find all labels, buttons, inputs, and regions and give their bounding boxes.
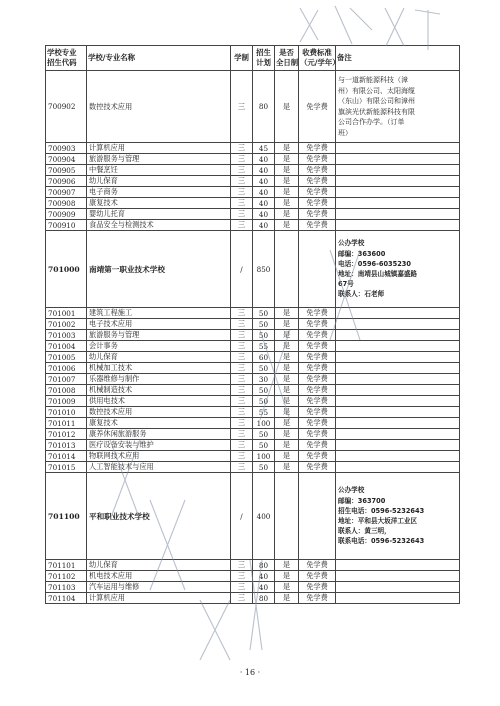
table-row [46,143,460,154]
table-row [46,462,460,473]
program-remark [336,187,460,198]
header-text-line: 招生代码 [47,58,77,67]
program-fulltime: 是 [275,462,299,473]
program-name: 计算机应用 [87,143,231,154]
program-fulltime: 是 [275,71,299,143]
program-name: 幼儿保育 [87,560,231,571]
program-plan: 50 [253,440,275,451]
table-row [46,187,460,198]
program-plan: 50 [253,319,275,330]
table-row [46,418,460,429]
program-duration: 三 [231,352,253,363]
program-duration: 三 [231,560,253,571]
program-code: 701015 [46,462,87,473]
program-fee: 免学费 [299,143,336,154]
program-fulltime: 是 [275,319,299,330]
program-fulltime: 是 [275,407,299,418]
program-duration: 三 [231,220,253,231]
program-duration: 三 [231,341,253,352]
program-code: 701010 [46,407,87,418]
program-fee: 免学费 [299,429,336,440]
header-duration [231,46,253,71]
program-fulltime: 是 [275,198,299,209]
table-row [46,560,460,571]
program-remark [336,220,460,231]
program-name: 电子商务 [87,187,231,198]
program-plan: 30 [253,374,275,385]
program-remark [336,407,460,418]
table-row [46,582,460,593]
program-fulltime: 是 [275,560,299,571]
watermark-stroke [386,8,404,46]
program-name: 幼儿保育 [87,176,231,187]
header-text-line: 学校/专业名称 [88,53,136,62]
program-code: 701002 [46,319,87,330]
program-fee: 免学费 [299,330,336,341]
program-fee: 免学费 [299,451,336,462]
program-code: 700904 [46,154,87,165]
program-duration: 三 [231,143,253,154]
program-name: 食品安全与检测技术 [87,220,231,231]
watermark-stroke [200,600,230,660]
program-plan: 100 [253,451,275,462]
program-duration: 三 [231,198,253,209]
table-row [46,330,460,341]
program-remark [336,571,460,582]
program-remark [336,582,460,593]
school-plan: 400 [253,473,275,560]
partner-note-line: 公司合作办学。（订单 [338,118,405,126]
program-name: 汽车运用与维修 [87,582,231,593]
program-name: 机电技术应用 [87,571,231,582]
table-header-row [46,46,460,71]
watermark-stroke [350,8,372,30]
program-plan: 50 [253,396,275,407]
program-fee: 免学费 [299,71,336,143]
program-remark [336,593,460,604]
program-fulltime: 是 [275,451,299,462]
school-contact-line: 公办学校 [338,239,365,248]
program-code: 701006 [46,363,87,374]
watermark-stroke [385,8,404,46]
program-plan: 40 [253,176,275,187]
program-duration: 三 [231,209,253,220]
program-remark [336,385,460,396]
program-fee: 免学费 [299,187,336,198]
header-text-line: 备注 [337,53,352,62]
program-name: 旅游服务与管理 [87,330,231,341]
partner-note-line: 与一道新能源科技（漳 [338,76,408,84]
program-code: 701005 [46,352,87,363]
program-duration: 三 [231,71,253,143]
school-name: 南靖第一职业技术学校 [87,231,231,308]
program-fee: 免学费 [299,374,336,385]
program-plan: 60 [253,352,275,363]
school-contact [336,231,460,308]
program-code: 700910 [46,220,87,231]
school-contact-line: 邮编：363700 [338,496,386,505]
program-remark [336,154,460,165]
program-code: 700908 [46,198,87,209]
program-plan: 40 [253,165,275,176]
program-code: 701012 [46,429,87,440]
program-fee: 免学费 [299,593,336,604]
program-name: 婴幼儿托育 [87,209,231,220]
program-code: 701001 [46,308,87,319]
program-plan: 40 [253,582,275,593]
header-text-line: 是否 [279,48,294,57]
header-text-line: 计划 [256,58,271,67]
page-number: · 16 · [239,668,261,677]
school-contact-line: 联系人：石老师 [338,290,385,299]
program-code: 700905 [46,165,87,176]
program-name: 中餐烹饪 [87,165,231,176]
program-name: 机械制造技术 [87,385,231,396]
program-plan: 80 [253,593,275,604]
program-duration: 三 [231,330,253,341]
program-remark [336,451,460,462]
program-duration: 三 [231,429,253,440]
school-duration: / [231,473,253,560]
program-duration: 三 [231,418,253,429]
school-contact-line: 邮编：363600 [338,249,386,258]
table-row [46,451,460,462]
partner-note-line: 班） [338,128,352,137]
program-fee: 免学费 [299,154,336,165]
header-fee [299,46,340,71]
table-row [46,593,460,604]
program-name: 康复技术 [87,198,231,209]
watermark-stroke [335,6,352,44]
program-name: 康养休闲旅游服务 [87,429,231,440]
program-fulltime: 是 [275,418,299,429]
program-name: 建筑工程施工 [87,308,231,319]
table-row [46,385,460,396]
program-fulltime: 是 [275,176,299,187]
header-text-line: 全日制 [276,58,299,67]
school-code: 701000 [46,231,87,308]
program-remark [336,319,460,330]
program-remark [336,462,460,473]
program-plan: 50 [253,308,275,319]
program-fee: 免学费 [299,176,336,187]
school-contact-line: 地址：南靖县山城镇嘉盛路 [338,270,418,278]
school-contact-line: 地址：平和县大坂洋工业区 [338,517,418,525]
program-plan: 50 [253,330,275,341]
school-fulltime [275,231,299,308]
program-plan: 50 [253,462,275,473]
header-text-line: 招生 [256,48,271,57]
school-contact-line: 公办学校 [338,486,365,495]
program-plan: 40 [253,571,275,582]
school-name: 平和职业技术学校 [87,473,231,560]
program-plan: 55 [253,341,275,352]
program-code: 700907 [46,187,87,198]
program-duration: 三 [231,462,253,473]
program-duration: 三 [231,571,253,582]
program-plan: 40 [253,220,275,231]
watermark-stroke [200,600,230,660]
program-remark [336,429,460,440]
program-plan: 40 [253,154,275,165]
program-name: 人工智能技术与应用 [87,462,231,473]
table-row [46,198,460,209]
program-duration: 三 [231,176,253,187]
program-fulltime: 是 [275,341,299,352]
program-fee: 免学费 [299,396,336,407]
table-row [46,352,460,363]
school-contact-line: 招生电话：0596-5232643 [338,506,425,515]
program-name: 乐器维修与制作 [87,374,231,385]
program-fee: 免学费 [299,308,336,319]
program-duration: 三 [231,187,253,198]
program-duration: 三 [231,593,253,604]
partner-note-line: （东山）有限公司和漳州 [338,97,415,105]
school-row [46,473,460,560]
program-remark [336,440,460,451]
program-fulltime: 是 [275,593,299,604]
watermark-stroke [300,10,318,42]
program-name: 物联网技术应用 [87,451,231,462]
program-fee: 免学费 [299,209,336,220]
program-name: 康复技术 [87,418,231,429]
program-remark [336,176,460,187]
program-fulltime: 是 [275,165,299,176]
school-duration: / [231,231,253,308]
partner-note-line: 州）有限公司、太阳海缆 [338,86,415,95]
program-remark [336,330,460,341]
program-fee: 免学费 [299,165,336,176]
header-fulltime [275,46,299,71]
program-fee: 免学费 [299,440,336,451]
program-code: 701011 [46,418,87,429]
program-code: 701104 [46,593,87,604]
program-code: 701014 [46,451,87,462]
program-plan: 40 [253,198,275,209]
program-plan: 50 [253,385,275,396]
header-remark [336,46,460,71]
table-row [46,209,460,220]
program-remark [336,560,460,571]
program-fulltime: 是 [275,352,299,363]
school-contact-line: 67号 [338,280,354,289]
program-code: 701013 [46,440,87,451]
program-remark [336,418,460,429]
program-fee: 免学费 [299,407,336,418]
program-duration: 三 [231,385,253,396]
table-row [46,165,460,176]
program-fulltime: 是 [275,330,299,341]
table-row [46,71,460,143]
program-fulltime: 是 [275,220,299,231]
program-name: 幼儿保育 [87,352,231,363]
header-text-line: 学校专业 [47,48,77,57]
program-remark [336,396,460,407]
program-remark [336,209,460,220]
program-fulltime: 是 [275,154,299,165]
program-name: 数控技术应用 [87,407,231,418]
program-code: 700902 [46,71,87,143]
program-fee: 免学费 [299,462,336,473]
program-fulltime: 是 [275,363,299,374]
school-contact-line: 联系电话：0596-5232643 [338,537,425,546]
table-row [46,308,460,319]
program-duration: 三 [231,396,253,407]
program-remark [336,308,460,319]
program-plan: 45 [253,143,275,154]
program-duration: 三 [231,374,253,385]
school-row [46,231,460,308]
program-fulltime: 是 [275,209,299,220]
table-row [46,341,460,352]
school-contact-line: 联系人：黄三明， [338,527,391,536]
header-text-line: 收费标准 [302,48,332,57]
program-fulltime: 是 [275,374,299,385]
program-fee: 免学费 [299,198,336,209]
table-row [46,571,460,582]
program-code: 701009 [46,396,87,407]
table-body [46,71,460,604]
program-remark [336,198,460,209]
program-fulltime: 是 [275,571,299,582]
program-fee: 免学费 [299,341,336,352]
table-row [46,363,460,374]
program-remark [336,143,460,154]
watermark-stroke [415,10,440,14]
table-row [46,176,460,187]
program-duration: 三 [231,154,253,165]
program-code: 701003 [46,330,87,341]
program-code: 701008 [46,385,87,396]
school-contact [336,473,460,560]
program-code: 700909 [46,209,87,220]
program-fulltime: 是 [275,308,299,319]
header-code [46,46,87,71]
program-duration: 三 [231,407,253,418]
partner-note [336,71,460,143]
header-text-line: 学制 [234,53,249,62]
header-name [87,46,231,71]
table-row [46,396,460,407]
program-duration: 三 [231,308,253,319]
program-fee: 免学费 [299,220,336,231]
program-plan: 55 [253,407,275,418]
program-name: 电子技术应用 [87,319,231,330]
school-contact-line: 电话：0596-6035230 [338,259,411,268]
program-code: 700903 [46,143,87,154]
program-remark [336,352,460,363]
program-duration: 三 [231,582,253,593]
program-name: 旅游服务与管理 [87,154,231,165]
program-fee: 免学费 [299,582,336,593]
header-plan [253,46,275,71]
program-fee: 免学费 [299,363,336,374]
program-plan: 80 [253,560,275,571]
enrollment-table [45,45,460,604]
table-row [46,374,460,385]
program-code: 701007 [46,374,87,385]
table-row [46,154,460,165]
table-row [46,440,460,451]
program-fee: 免学费 [299,319,336,330]
school-fee [299,473,336,560]
program-fee: 免学费 [299,418,336,429]
program-code: 701004 [46,341,87,352]
school-code: 701100 [46,473,87,560]
program-fulltime: 是 [275,396,299,407]
school-fulltime [275,473,299,560]
program-fulltime: 是 [275,582,299,593]
program-fulltime: 是 [275,429,299,440]
program-code: 701103 [46,582,87,593]
program-name: 数控技术应用 [87,71,231,143]
program-name: 会计事务 [87,341,231,352]
program-name: 供用电技术 [87,396,231,407]
school-fee [299,231,336,308]
program-fulltime: 是 [275,440,299,451]
program-fee: 免学费 [299,571,336,582]
program-fee: 免学费 [299,352,336,363]
program-remark [336,165,460,176]
watermark-stroke [300,8,318,40]
partner-note-line: 旗滨光伏新能源科技有限 [338,107,415,116]
table-row [46,319,460,330]
table-row [46,407,460,418]
program-code: 701101 [46,560,87,571]
school-plan: 850 [253,231,275,308]
program-duration: 三 [231,440,253,451]
program-name: 医疗设备安装与维护 [87,440,231,451]
program-plan: 40 [253,209,275,220]
program-code: 701102 [46,571,87,582]
program-duration: 三 [231,451,253,462]
program-name: 机械加工技术 [87,363,231,374]
program-plan: 50 [253,429,275,440]
program-plan: 40 [253,187,275,198]
program-duration: 三 [231,363,253,374]
program-fulltime: 是 [275,385,299,396]
program-duration: 三 [231,319,253,330]
table-row [46,429,460,440]
table-row [46,220,460,231]
program-remark [336,363,460,374]
program-code: 700906 [46,176,87,187]
enrollment-table-sheet [45,45,456,604]
program-plan: 100 [253,418,275,429]
program-fulltime: 是 [275,143,299,154]
program-remark [336,341,460,352]
program-fee: 免学费 [299,385,336,396]
program-name: 计算机应用 [87,593,231,604]
program-fulltime: 是 [275,187,299,198]
program-remark [336,374,460,385]
header-text-line: （元/学年） [300,58,340,67]
program-plan: 80 [253,71,275,143]
program-duration: 三 [231,165,253,176]
program-fee: 免学费 [299,560,336,571]
program-plan: 50 [253,363,275,374]
